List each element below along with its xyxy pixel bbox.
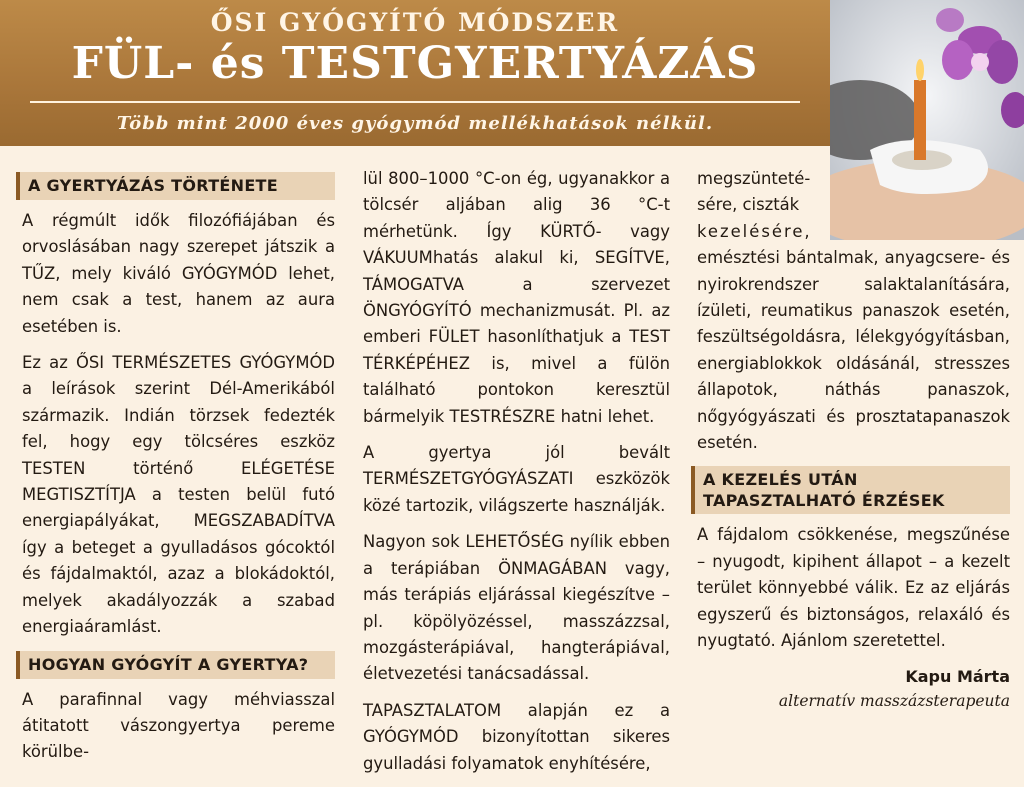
paragraph: A régmúlt idők filozófiájában és orvoslásában nagy szerepet játszik a TŰZ, mely kiváló GYÓGYMÓD lehet, nem csak a test, hanem az aura esetében is.	[22, 211, 335, 336]
paragraph: Ez az ŐSI TERMÉSZETES GYÓGYMÓD a leírások szerint Dél-Amerikából származik. Indián törzsek fedezték fel, hogy egy tölcséres eszköz TESTEN történő ELÉGETÉSE MEGTISZTÍTJA a testen belül futó energiapályákat, MEGSZABADÍTVA így a beteget a gyulladásos gócoktól és fájdalmaktól, azaz a blokádoktól, melyek akadályozzák a szabad energiaáramlást.	[22, 353, 335, 637]
paragraph: emésztési bántalmak, anyagcsere- és nyirokrendszer salaktalanítására, ízületi, reumatikus panaszok esetén, feszültségoldásra, lélekgyógyításban, energiablokkok oldásánál, stresszes állapotok, náthás panaszok, nőgyógyászati és prosztatapanaszok esetén.	[697, 248, 1010, 453]
paragraph: A parafinnal vagy méhviasszal átitatott vászongyertya pereme körülbe-	[22, 689, 335, 762]
header-banner	[0, 0, 830, 146]
author-name: Kapu Márta	[905, 666, 1010, 686]
paragraph: TAPASZTALATOM alapján ez a GYÓGYMÓD bizonyítottan sikeres gyulladási folyamatok enyhítésére,	[363, 700, 670, 773]
heading-line: TAPASZTALHATÓ ÉRZÉSEK	[703, 491, 945, 511]
author-role: alternatív masszázsterapeuta	[778, 691, 1010, 710]
text-line: kezelésére,	[697, 221, 812, 241]
heading-line: A KEZELÉS UTÁN	[703, 470, 858, 490]
paragraph: A fájdalom csökkenése, megszűnése – nyugodt, kipihent állapot – a kezelt terület könnyebbé válik. Ez az eljárás egyszerű és biztonságos, relaxáló és nyugtató. Ajánlom szeretettel.	[697, 525, 1010, 651]
paragraph: Nagyon sok LEHETŐSÉG nyílik ebben a terápiában ÖNMAGÁBAN vagy, más terápiás eljárással kiegészítve – pl. köpölyözéssel, masszázzsal, mozgásterápiával, hangterápiával, életvezetési tanácsadással.	[363, 532, 670, 684]
signature	[697, 665, 1010, 713]
column-3	[697, 166, 1010, 713]
text-line: megszünteté-	[697, 169, 811, 188]
header-kicker: ŐSI GYÓGYÍTÓ MÓDSZER	[210, 8, 620, 37]
title-divider	[30, 101, 800, 103]
column-2	[363, 166, 670, 787]
paragraph: lül 800–1000 °C-on ég, ugyanakkor a tölcsér aljában alig 36 °C-t mérhetünk. Így KÜRTŐ- vagy VÁKUUMhatás alakul ki, SEGÍTVE, TÁMOGATVA a szervezet ÖNGYÓGYÍTÓ mechanizmusát. Pl. az emberi FÜLET hasonlíthatjuk a TEST TÉRKÉPÉHEZ is, mivel a fülön található pontokon keresztül bármelyik TESTRÉSZRE hatni lehet.	[363, 169, 670, 426]
column-1	[22, 166, 335, 776]
candle-flame	[916, 59, 924, 81]
section-heading-history: A GYERTYÁZÁS TÖRTÉNETE	[16, 172, 335, 200]
wrapped-text-beside-photo	[697, 166, 819, 245]
section-heading-after-treatment	[691, 466, 1010, 514]
page-title: FÜL- és TESTGYERTYÁZÁS	[71, 38, 759, 89]
section-heading-how-it-heals: HOGYAN GYÓGYÍT A GYERTYA?	[16, 651, 335, 679]
lit-ear-candle	[914, 80, 926, 160]
text-line: sére, ciszták	[697, 195, 800, 215]
header-tagline: Több mint 2000 éves gyógymód mellékhatások nélkül.	[116, 113, 714, 134]
paragraph: A gyertya jól bevált TERMÉSZETGYÓGYÁSZATI eszközök közé tartozik, világszerte használják.	[363, 443, 670, 515]
